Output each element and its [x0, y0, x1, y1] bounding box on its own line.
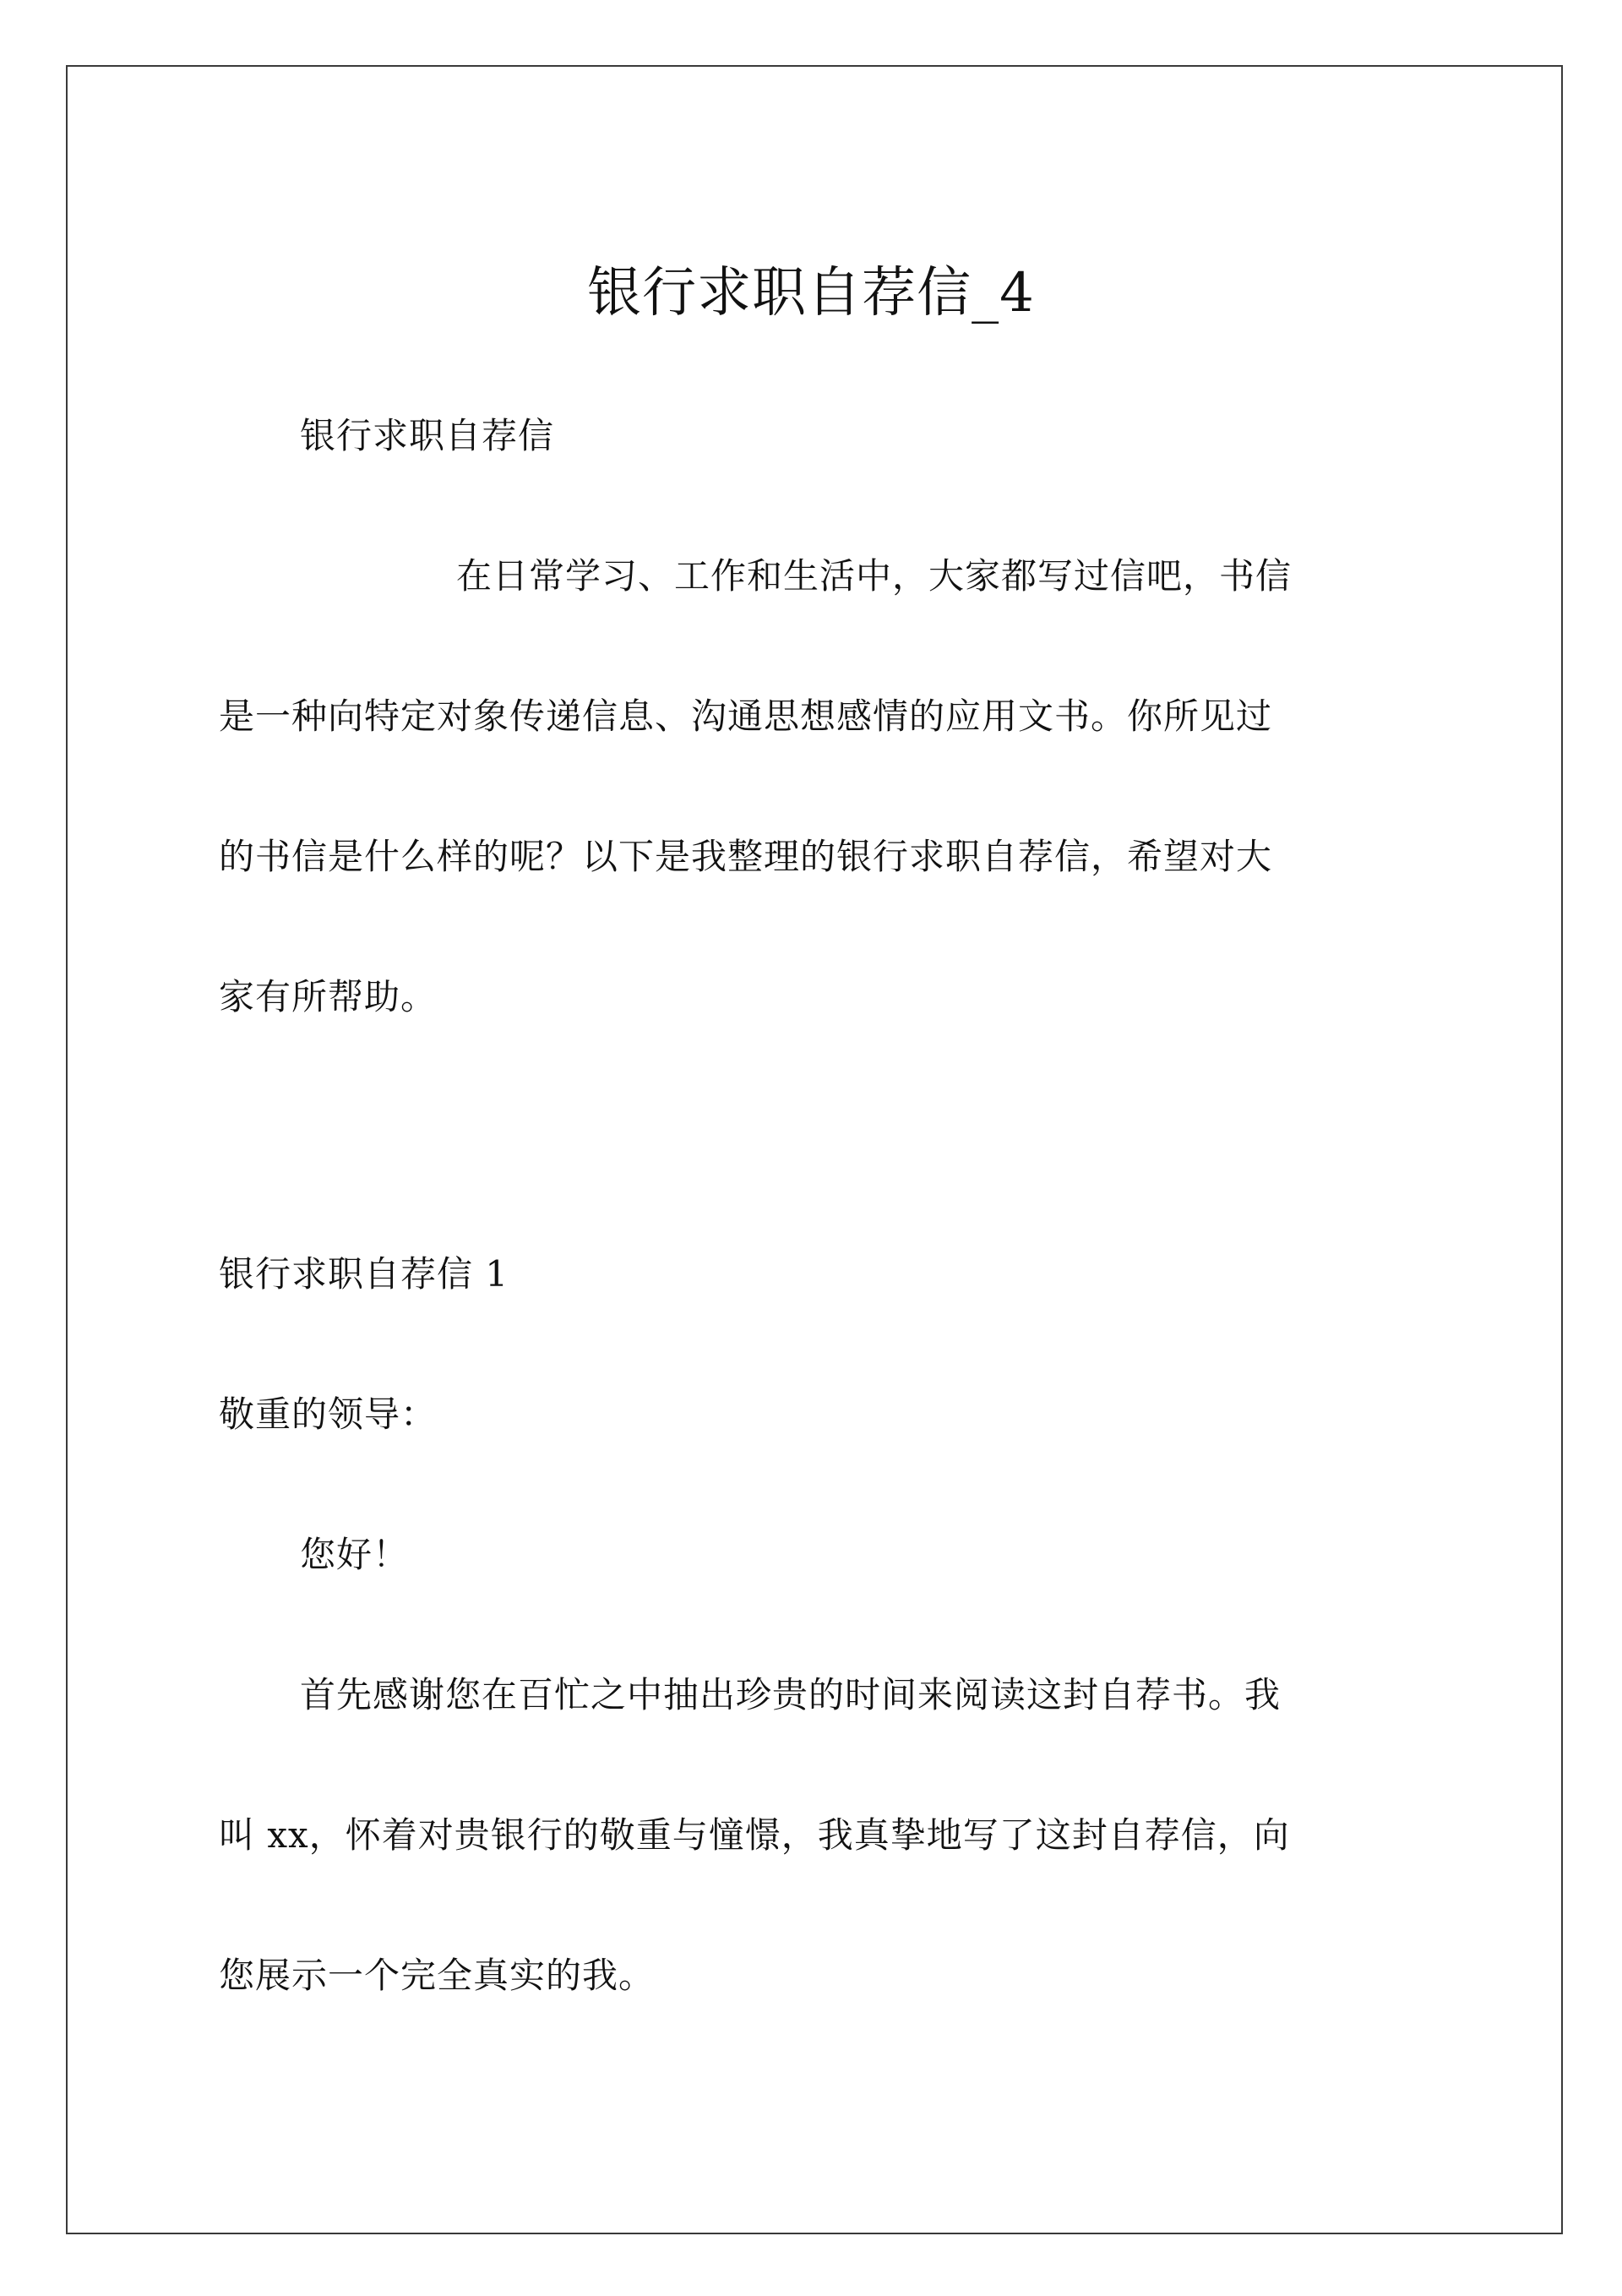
- page-border: [66, 65, 1563, 2234]
- intro-line-2: 是一种向特定对象传递信息、沟通思想感情的应用文书。你所见过: [219, 695, 1273, 737]
- intro-line-1: 在日常学习、工作和生活中，大家都写过信吧，书信: [456, 555, 1293, 597]
- document-subtitle: 银行求职自荐信: [300, 415, 555, 456]
- body-line-3: 您展示一个完全真实的我。: [219, 1955, 656, 1996]
- greeting: 您好！: [300, 1534, 410, 1575]
- intro-line-3: 的书信是什么样的呢？以下是我整理的银行求职自荐信，希望对大: [219, 836, 1273, 877]
- section-heading: 银行求职自荐信 1: [219, 1253, 509, 1295]
- intro-line-4: 家有所帮助。: [219, 976, 438, 1017]
- body-line-2: 叫 xx，怀着对贵银行的敬重与憧憬，我真挚地写了这封自荐信，向: [219, 1814, 1290, 1856]
- body-line-1: 首先感谢您在百忙之中抽出珍贵的时间来阅读这封自荐书。我: [300, 1674, 1282, 1715]
- document-title: 银行求职自荐信_4: [587, 262, 1035, 324]
- salutation: 敬重的领导：: [219, 1393, 438, 1435]
